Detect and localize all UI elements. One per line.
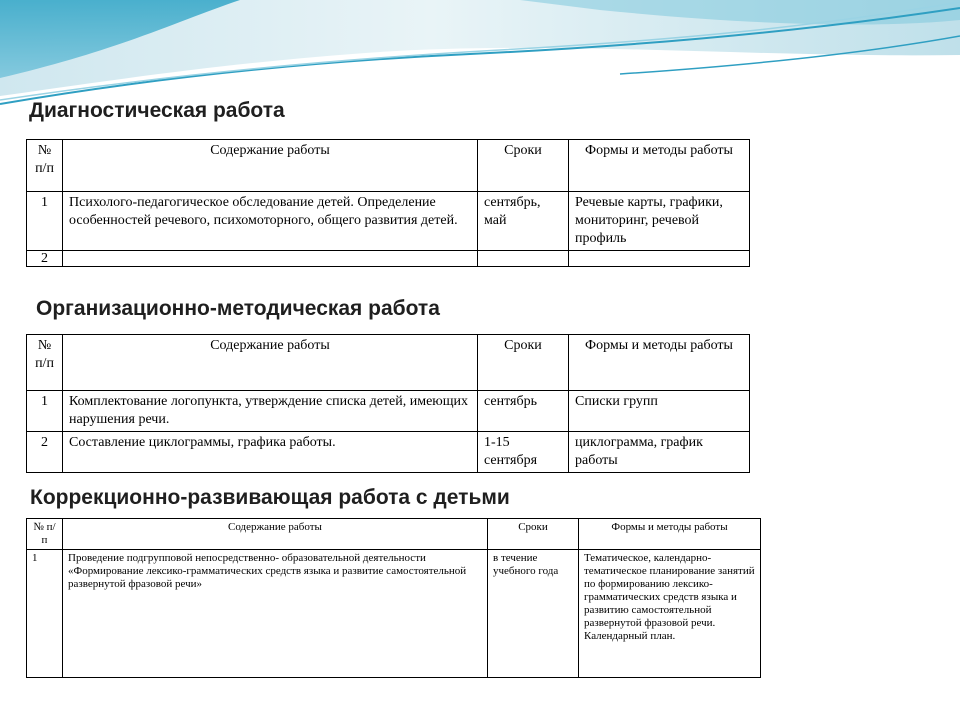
header-number: № п/п <box>27 335 63 391</box>
row-timeframe: сентябрь, май <box>478 192 569 251</box>
row-content: Проведение подгрупповой непосредственно- образовательной деятельности «Формирование лексико-грамматических средств языка и развитие самостоятельной развернутой фразовой речи» <box>63 550 488 678</box>
header-timeframe: Сроки <box>478 140 569 192</box>
table-header-row <box>27 519 761 550</box>
row-number: 1 <box>27 550 63 678</box>
table-row <box>27 251 750 267</box>
row-content: Психолого-педагогическое обследование детей. Определение особенностей речевого, психомоторного, общего развития детей. <box>63 192 478 251</box>
table-row <box>27 192 750 251</box>
row-forms-methods: циклограмма, график работы <box>569 432 750 473</box>
row-timeframe: в течение учебного года <box>488 550 579 678</box>
row-content: Составление циклограммы, графика работы. <box>63 432 478 473</box>
header-content: Содержание работы <box>63 335 478 391</box>
header-content: Содержание работы <box>63 140 478 192</box>
row-number: 2 <box>27 251 63 267</box>
header-number: № п/п <box>27 519 63 550</box>
correctional-table <box>26 518 761 678</box>
row-number: 2 <box>27 432 63 473</box>
table-header-row <box>27 140 750 192</box>
section-title-organizational: Организационно-методическая работа <box>36 297 440 320</box>
row-content <box>63 251 478 267</box>
section-title-correctional: Коррекционно-развивающая работа с детьми <box>30 486 510 509</box>
organizational-table <box>26 334 750 473</box>
row-timeframe: сентябрь <box>478 391 569 432</box>
table-row <box>27 391 750 432</box>
row-forms-methods <box>569 251 750 267</box>
header-content: Содержание работы <box>63 519 488 550</box>
row-forms-methods: Речевые карты, графики, мониторинг, речевой профиль <box>569 192 750 251</box>
header-forms-methods: Формы и методы работы <box>579 519 761 550</box>
row-timeframe <box>478 251 569 267</box>
row-timeframe: 1-15 сентября <box>478 432 569 473</box>
table-row <box>27 432 750 473</box>
row-forms-methods: Списки групп <box>569 391 750 432</box>
table-row <box>27 550 761 678</box>
diagnostic-table <box>26 139 750 267</box>
row-forms-methods: Тематическое, календарно-тематическое планирование занятий по формированию лексико-грамматических средств языка и развитию самостоятельной развернутой фразовой речи. Календарный план. <box>579 550 761 678</box>
header-number: № п/п <box>27 140 63 192</box>
row-number: 1 <box>27 192 63 251</box>
header-forms-methods: Формы и методы работы <box>569 140 750 192</box>
row-content: Комплектование логопункта, утверждение списка детей, имеющих нарушения речи. <box>63 391 478 432</box>
table-header-row <box>27 335 750 391</box>
section-title-diagnostic: Диагностическая работа <box>29 99 285 122</box>
header-timeframe: Сроки <box>478 335 569 391</box>
header-timeframe: Сроки <box>488 519 579 550</box>
header-forms-methods: Формы и методы работы <box>569 335 750 391</box>
row-number: 1 <box>27 391 63 432</box>
